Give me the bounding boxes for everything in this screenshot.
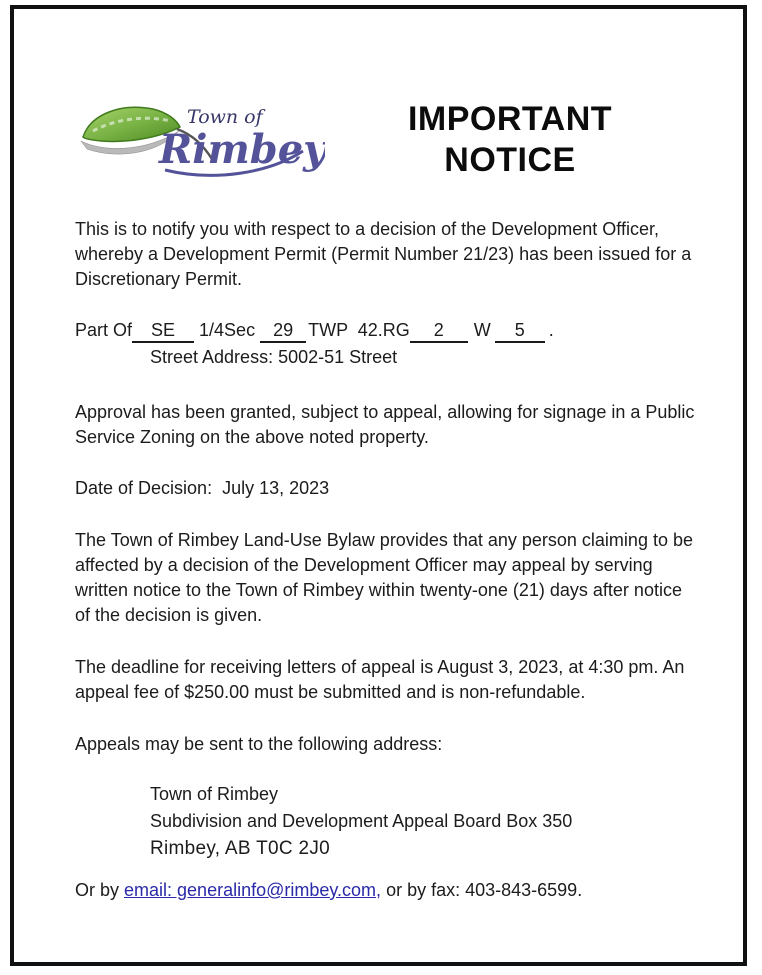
logo-rimbey-text: Rimbey <box>159 126 325 173</box>
twp-label: TWP 42. <box>308 320 383 340</box>
decision-date-line: Date of Decision: July 13, 2023 <box>75 478 330 498</box>
rg-label: RG <box>382 320 410 340</box>
approval-paragraph: Approval has been granted, subject to appeal, allowing for signage in a Public Service Zoning on the above noted property. <box>75 402 695 447</box>
street-address-line: Street Address: 5002-51 Street <box>150 347 398 367</box>
address-line-1: Town of Rimbey <box>150 784 279 804</box>
address-line-2: Subdivision and Development Appeal Board Box 350 <box>150 811 573 831</box>
legal-description-line <box>75 318 695 343</box>
important-notice-title <box>325 97 695 181</box>
quarter-section-value: SE <box>132 320 194 343</box>
notice-border-frame <box>10 5 747 966</box>
contact-line <box>75 878 695 903</box>
title-line-1: IMPORTANT <box>407 100 613 138</box>
intro-paragraph: This is to notify you with respect to a decision of the Development Officer, whereby a Development Permit (Permit Number 21/23) has been issued for a Discretionary Permit. <box>75 219 692 289</box>
appeal-address-block <box>150 781 695 862</box>
section-value: 29 <box>260 320 306 343</box>
notice-content <box>14 9 743 903</box>
appeals-intro-line: Appeals may be sent to the following address: <box>75 734 443 754</box>
contact-suffix: or by fax: 403-843-6599. <box>381 880 583 900</box>
meridian-value: 5 <box>495 320 545 343</box>
range-value: 2 <box>410 320 468 343</box>
notice-header <box>75 97 695 181</box>
w-label: W <box>473 320 491 340</box>
legal-terminator: . <box>548 320 554 340</box>
bylaw-paragraph: The Town of Rimbey Land-Use Bylaw provides that any person claiming to be affected by a decision of the Development Officer may appeal by serving written notice to the Town of Rimbey within twenty-one (21) days after notice of the decision is given. <box>75 530 693 625</box>
logo-town-of-text: Town of <box>187 106 263 128</box>
quarter-sec-label: 1/4Sec <box>199 320 256 340</box>
address-line-3: Rimbey, AB T0C 2J0 <box>150 838 330 859</box>
contact-prefix: Or by <box>75 880 125 900</box>
town-of-rimbey-logo <box>75 97 325 181</box>
rimbey-leaf-logo-icon <box>75 97 325 181</box>
email-link[interactable]: email: generalinfo@rimbey.com, <box>124 880 382 900</box>
title-line-2: NOTICE <box>444 141 576 179</box>
deadline-paragraph: The deadline for receiving letters of appeal is August 3, 2023, at 4:30 pm. An appeal fee of $250.00 must be submitted and is non-refundable. <box>75 657 685 702</box>
part-of-label: Part Of <box>75 320 133 340</box>
